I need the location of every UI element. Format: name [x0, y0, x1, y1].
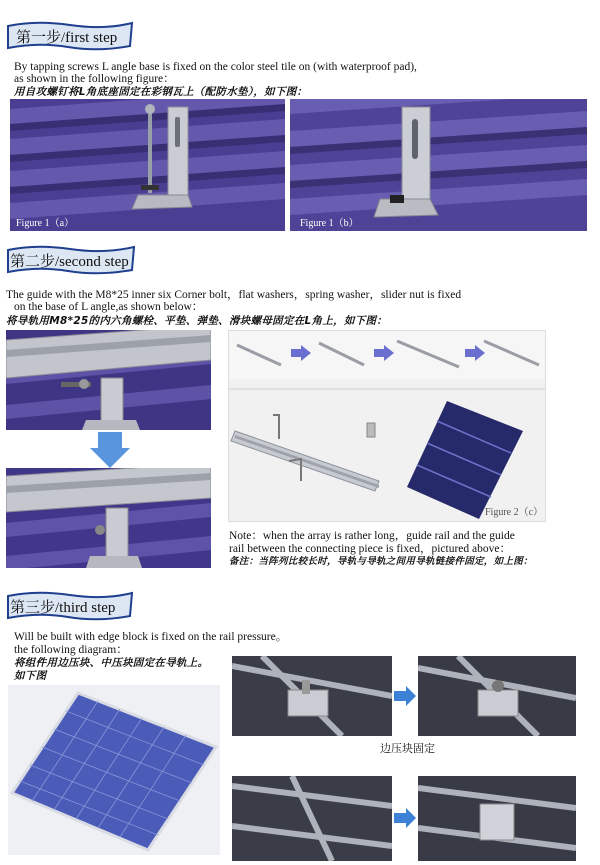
right-arrow-icon	[394, 808, 416, 828]
step3-banner-label: 第三步/third step	[10, 600, 116, 616]
step1-banner-label: 第一步/first step	[16, 30, 118, 46]
mid-clamp-photo-2	[418, 776, 576, 861]
edge-clamp-photo-2	[418, 656, 576, 736]
rail-bolt-photo-bottom	[6, 468, 211, 568]
figure-2c-caption: Figure 2（c）	[485, 507, 544, 518]
step3-text-zh-line2: 如下图	[14, 670, 47, 682]
right-arrow-icon	[394, 686, 416, 706]
connector-sequence-panel	[228, 330, 546, 522]
step1-text-zh: 用自攻螺钉将L角底座固定在彩钢瓦上（配防水垫），如下图：	[14, 86, 308, 98]
step3-text-line1: Will be built with edge block is fixed on the rail pressure。	[14, 631, 288, 643]
step1-text-line2: as shown in the following figure：	[14, 73, 175, 85]
step2-banner-label: 第二步/second step	[10, 254, 129, 270]
down-arrow-icon	[90, 432, 130, 468]
figure-1b-photo	[290, 99, 587, 231]
step2-note-zh: 备注：当阵列比较长时，导轨与导轨之间用导轨链接件固定，如上图：	[229, 556, 533, 567]
step2-text-line1: The guide with the M8*25 inner six Corner bolt，flat washers，spring washer，slider nut is fixed	[6, 289, 462, 301]
step1-text-line1: By tapping screws L angle base is fixed on the color steel tile on (with waterproof pad),	[14, 61, 417, 73]
figure-1a-photo	[10, 99, 285, 231]
edge-clamp-photo-1	[232, 656, 392, 736]
step2-note-line1: Note：when the array is rather long，guide rail and the guide	[229, 530, 515, 542]
step2-text-zh: 将导轨用M8*25的内六角螺栓、平垫、弹垫、滑块螺母固定在L角上，如下图：	[6, 315, 388, 327]
step2-text-line2: on the base of L angle,as shown below：	[14, 301, 204, 313]
mid-clamp-photo-1	[232, 776, 392, 861]
figure-1a-caption: Figure 1（a）	[16, 218, 75, 229]
step2-banner	[6, 244, 136, 276]
step2-note-line2: rail between the connecting piece is fixed，pictured above：	[229, 543, 511, 555]
step3-text-line2: the following diagram：	[14, 644, 128, 656]
figure-1b-caption: Figure 1（b）	[300, 218, 359, 229]
rail-bolt-photo-top	[6, 330, 211, 430]
step1-banner	[6, 20, 134, 52]
step3-banner	[6, 590, 134, 622]
solar-array-photo	[8, 685, 220, 855]
edge-clamp-caption: 边压块固定	[380, 742, 435, 755]
step3-text-zh-line1: 将组件用边压块、中压块固定在导轨上。	[14, 657, 209, 669]
